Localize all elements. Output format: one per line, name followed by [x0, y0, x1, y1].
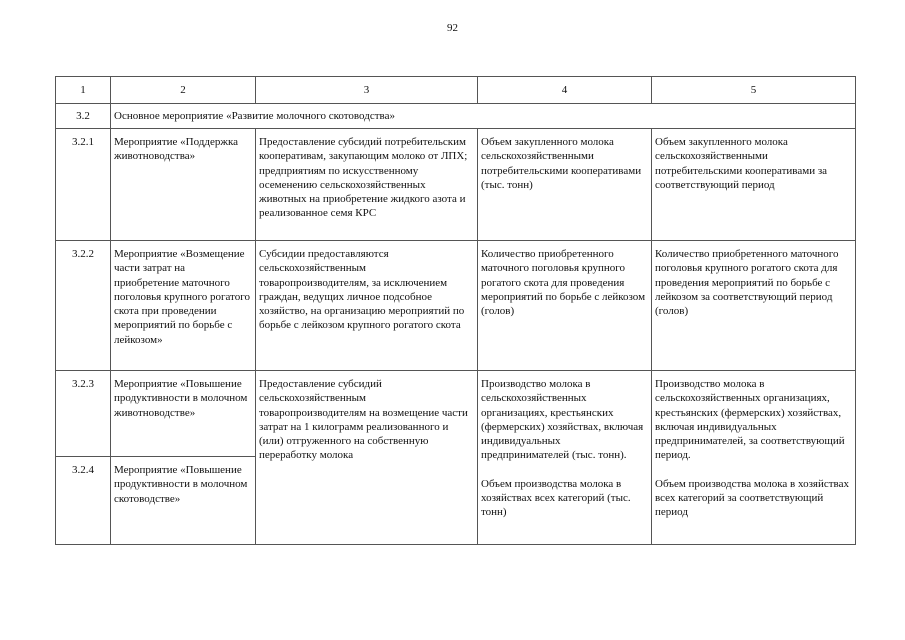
column-header: 1	[56, 77, 111, 104]
column-header: 2	[111, 77, 256, 104]
activity-description: Предоставление субсидий сельскохозяйственным товаропроизводителям на возмещение части затрат на 1 килограмм реализованного и (или) отгруженного на собственную переработку молока	[256, 371, 478, 545]
table-row	[56, 129, 856, 241]
row-number: 3.2.1	[56, 129, 111, 241]
indicator: Количество приобретенного маточного поголовья крупного рогатого скота для проведения мероприятий по борьбе с лейкозом (голов)	[478, 241, 652, 371]
indicator-period: Объем закупленного молока сельскохозяйственными потребительскими кооперативами за соответствующий период	[652, 129, 856, 241]
column-header: 5	[652, 77, 856, 104]
activity-name: Мероприятие «Повышение продуктивности в молочном животноводстве»	[111, 371, 256, 457]
section-row	[56, 104, 856, 129]
activities-table	[55, 76, 856, 545]
section-number: 3.2	[56, 104, 111, 129]
row-number: 3.2.3	[56, 371, 111, 457]
table-row	[56, 241, 856, 371]
column-header: 4	[478, 77, 652, 104]
indicator-period-part-a: Производство молока в сельскохозяйственных организациях, крестьянских (фермерских) хозяйствах, включая индивидуальных предпринимателей, за соответствующий период.	[655, 378, 845, 462]
activity-description: Предоставление субсидий потребительским кооперативам, закупающим молоко от ЛПХ; предприятиям по искусственному осеменению сельскохозяйственных животных на приобретение жидкого азота и реализованное семя КРС	[256, 129, 478, 241]
row-number: 3.2.4	[56, 457, 111, 545]
indicator-period	[652, 371, 856, 545]
indicator-part-a: Производство молока в сельскохозяйственных организациях, крестьянских (фермерских) хозяйствах, включая индивидуальных предпринимателей (тыс. тонн).	[481, 378, 644, 462]
section-title: Основное мероприятие «Развитие молочного скотоводства»	[111, 104, 856, 129]
table-header-row	[56, 77, 856, 104]
column-header: 3	[256, 77, 478, 104]
activity-name: Мероприятие «Поддержка животноводства»	[111, 129, 256, 241]
indicator-period: Количество приобретенного маточного поголовья крупного рогатого скота для проведения мероприятий по борьбе с лейкозом за соответствующий период (голов)	[652, 241, 856, 371]
page-number: 92	[447, 22, 458, 34]
table-row	[56, 371, 856, 457]
indicator	[478, 371, 652, 545]
activity-name: Мероприятие «Возмещение части затрат на приобретение маточного поголовья крупного рогатого скота при проведении мероприятий по борьбе с лейкозом»	[111, 241, 256, 371]
indicator-period-part-b: Объем производства молока в хозяйствах всех категорий за соответствующий период	[655, 477, 849, 519]
activity-description: Субсидии предоставляются сельскохозяйственным товаропроизводителям, за исключением граждан, ведущих личное подсобное хозяйство, на организацию мероприятий по борьбе с лейкозом крупного рогатого скота	[256, 241, 478, 371]
indicator: Объем закупленного молока сельскохозяйственными потребительскими кооперативами (тыс. тонн)	[478, 129, 652, 241]
indicator-part-b: Объем производства молока в хозяйствах всех категорий (тыс. тонн)	[481, 477, 631, 519]
row-number: 3.2.2	[56, 241, 111, 371]
activity-name: Мероприятие «Повышение продуктивности в молочном скотоводстве»	[111, 457, 256, 545]
